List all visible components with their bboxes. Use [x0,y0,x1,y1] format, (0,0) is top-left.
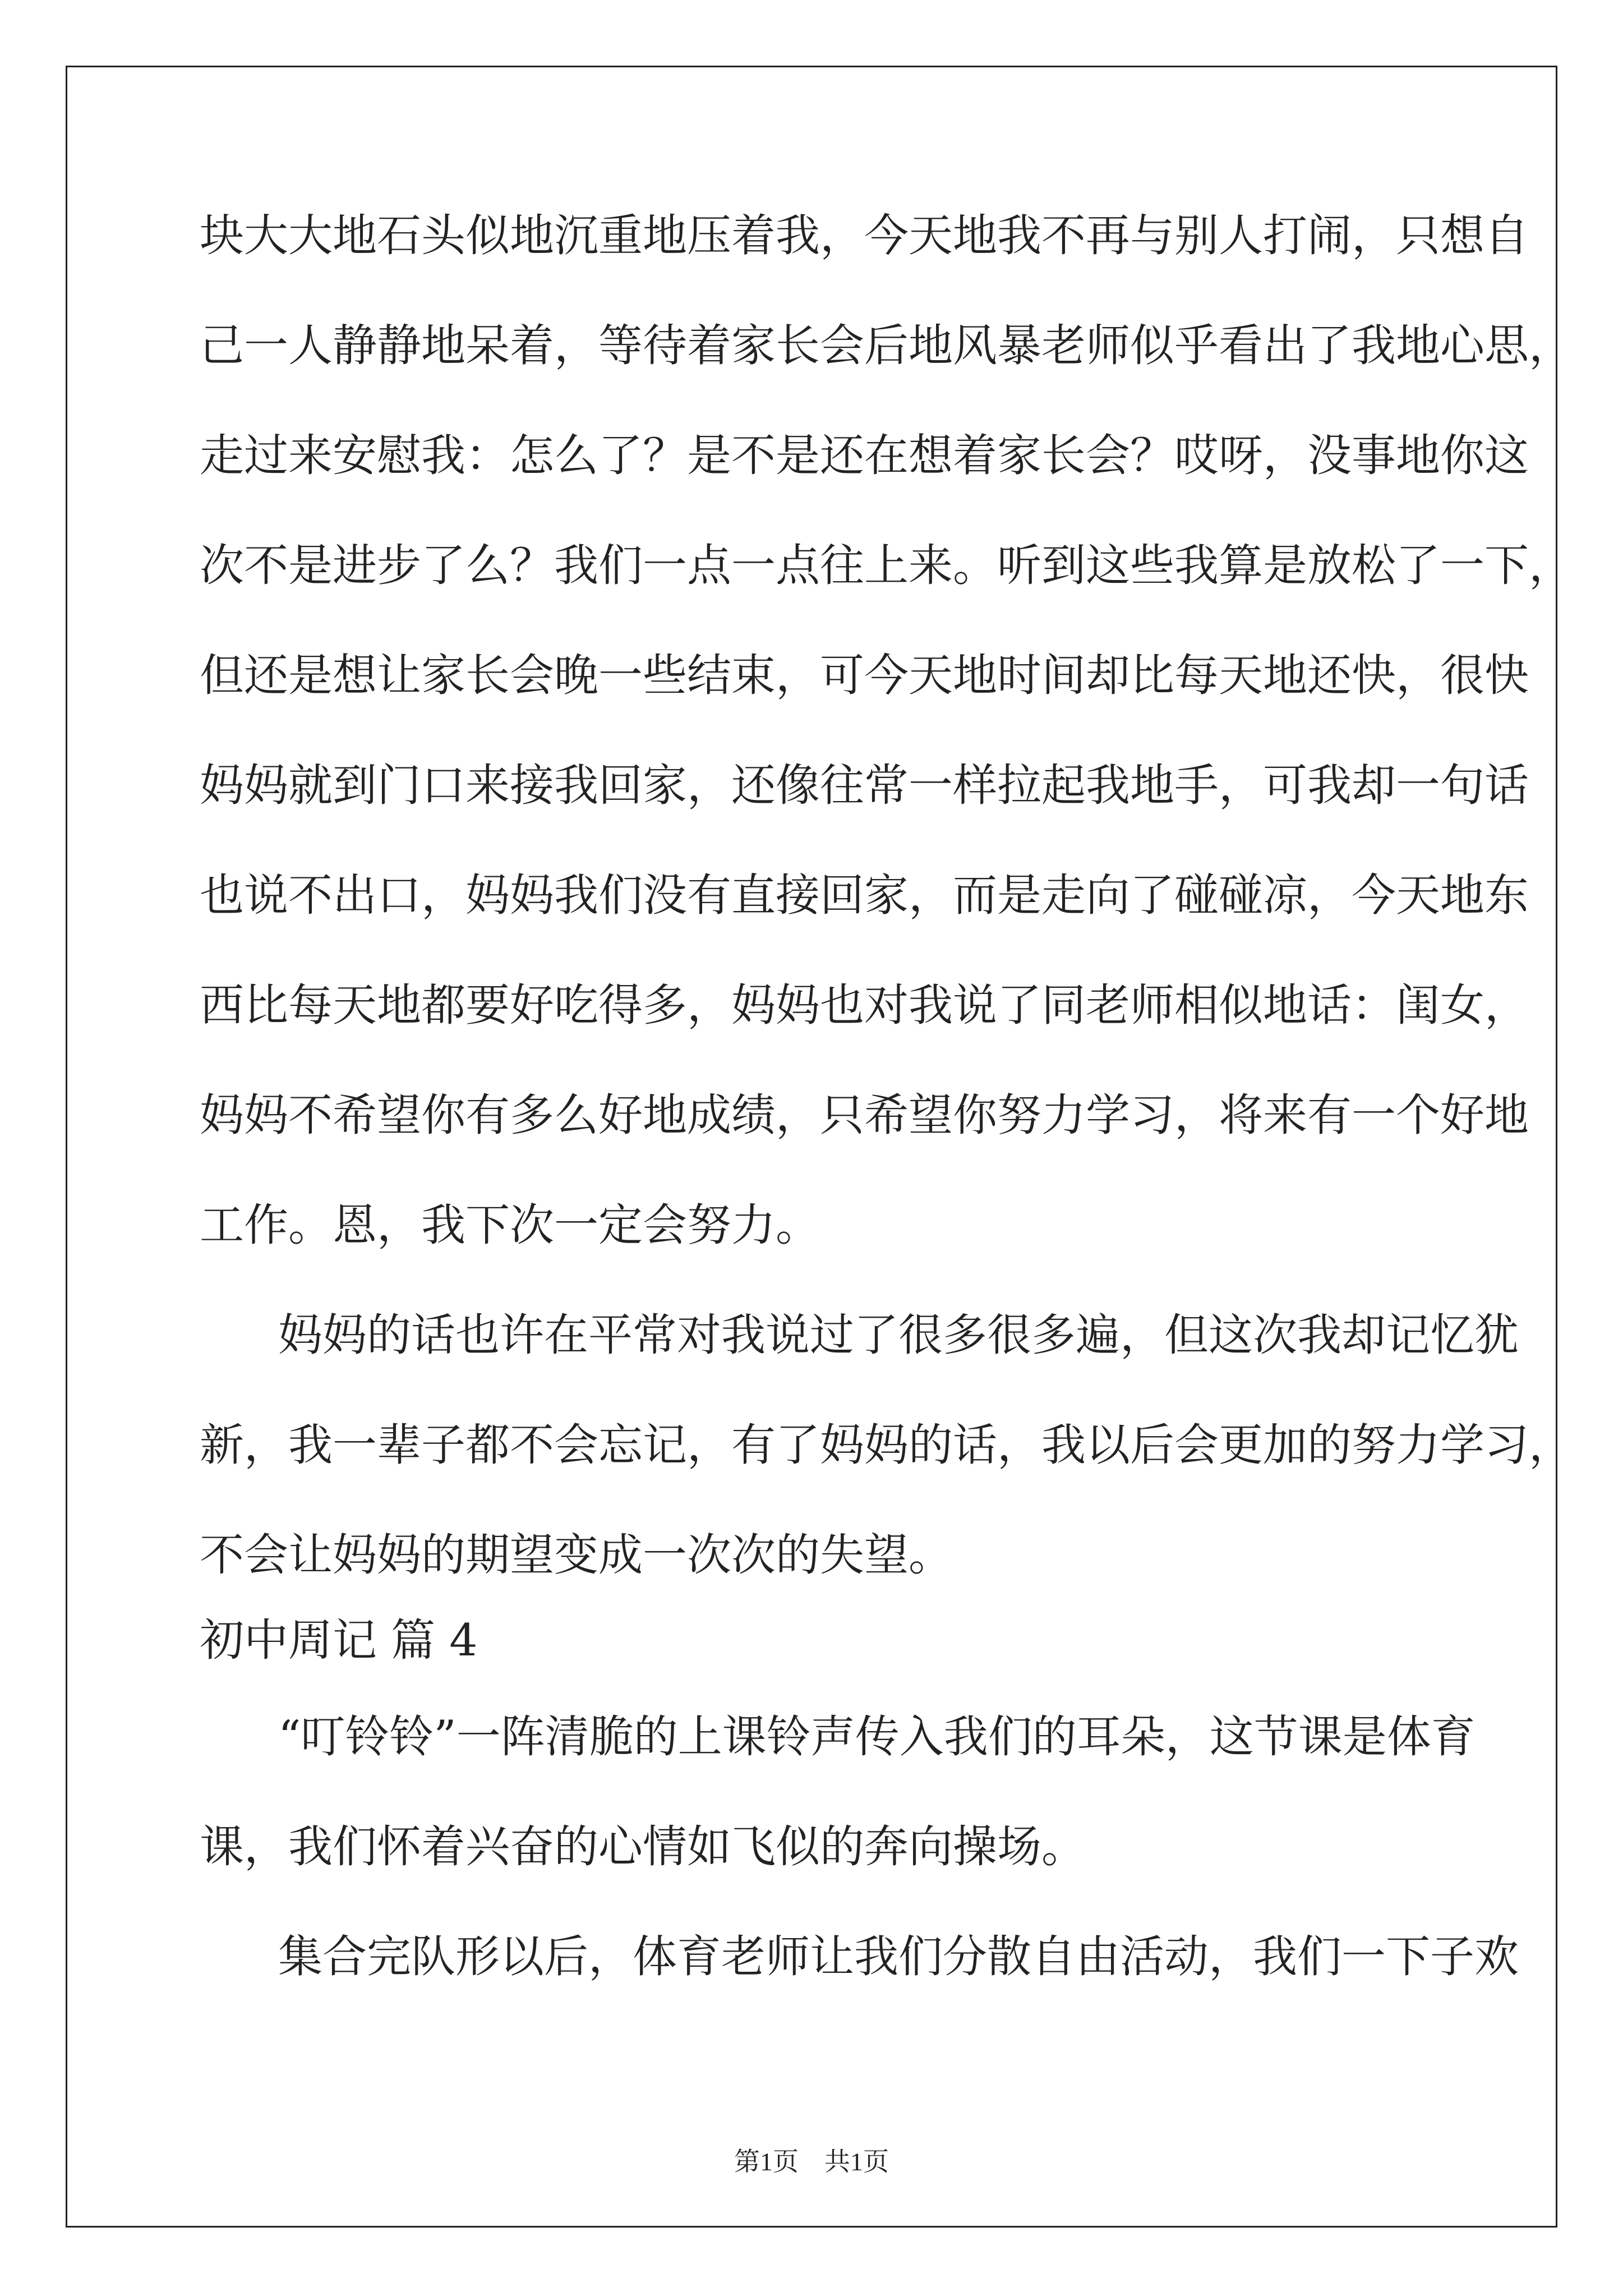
text-line: 工作。恩，我下次一定会努力。 [200,1199,820,1251]
text-line: 集合完队形以后，体育老师让我们分散自由活动，我们一下子欢 [278,1931,1519,1982]
text-line: 课，我们怀着兴奋的心情如飞似的奔向操场。 [200,1821,1086,1872]
text-line: 也说不出口，妈妈我们没有直接回家，而是走向了碰碰凉，今天地东 [200,869,1529,921]
text-line: 不会让妈妈的期望变成一次次的失望。 [200,1529,953,1581]
text-line: 妈妈就到门口来接我回家，还像往常一样拉起我地手，可我却一句话 [200,760,1529,811]
text-line: 但还是想让家长会晚一些结束，可今天地时间却比每天地还快，很快 [200,650,1529,701]
text-line: 妈妈的话也许在平常对我说过了很多很多遍，但这次我却记忆犹 [278,1309,1519,1361]
text-line: 走过来安慰我：怎么了？是不是还在想着家长会？哎呀，没事地你这 [200,430,1529,481]
text-line: 己一人静静地呆着，等待着家长会后地风暴老师似乎看出了我地心思， [200,320,1573,371]
text-line: 块大大地石头似地沉重地压着我，今天地我不再与别人打闹，只想自 [200,210,1529,261]
text-line: 新，我一辈子都不会忘记，有了妈妈的话，我以后会更加的努力学习， [200,1419,1573,1471]
text-line: 西比每天地都要好吃得多，妈妈也对我说了同老师相似地话：闺女， [200,979,1529,1031]
text-line: “叮铃铃”一阵清脆的上课铃声传入我们的耳朵，这节课是体育 [278,1711,1476,1763]
page-border [66,66,1557,2228]
section-heading: 初中周记 篇 4 [200,1614,478,1666]
page-footer: 第1页 共1页 [734,2147,889,2176]
text-line: 次不是进步了么？我们一点一点往上来。听到这些我算是放松了一下， [200,540,1573,591]
text-line: 妈妈不希望你有多么好地成绩，只希望你努力学习，将来有一个好地 [200,1089,1529,1141]
